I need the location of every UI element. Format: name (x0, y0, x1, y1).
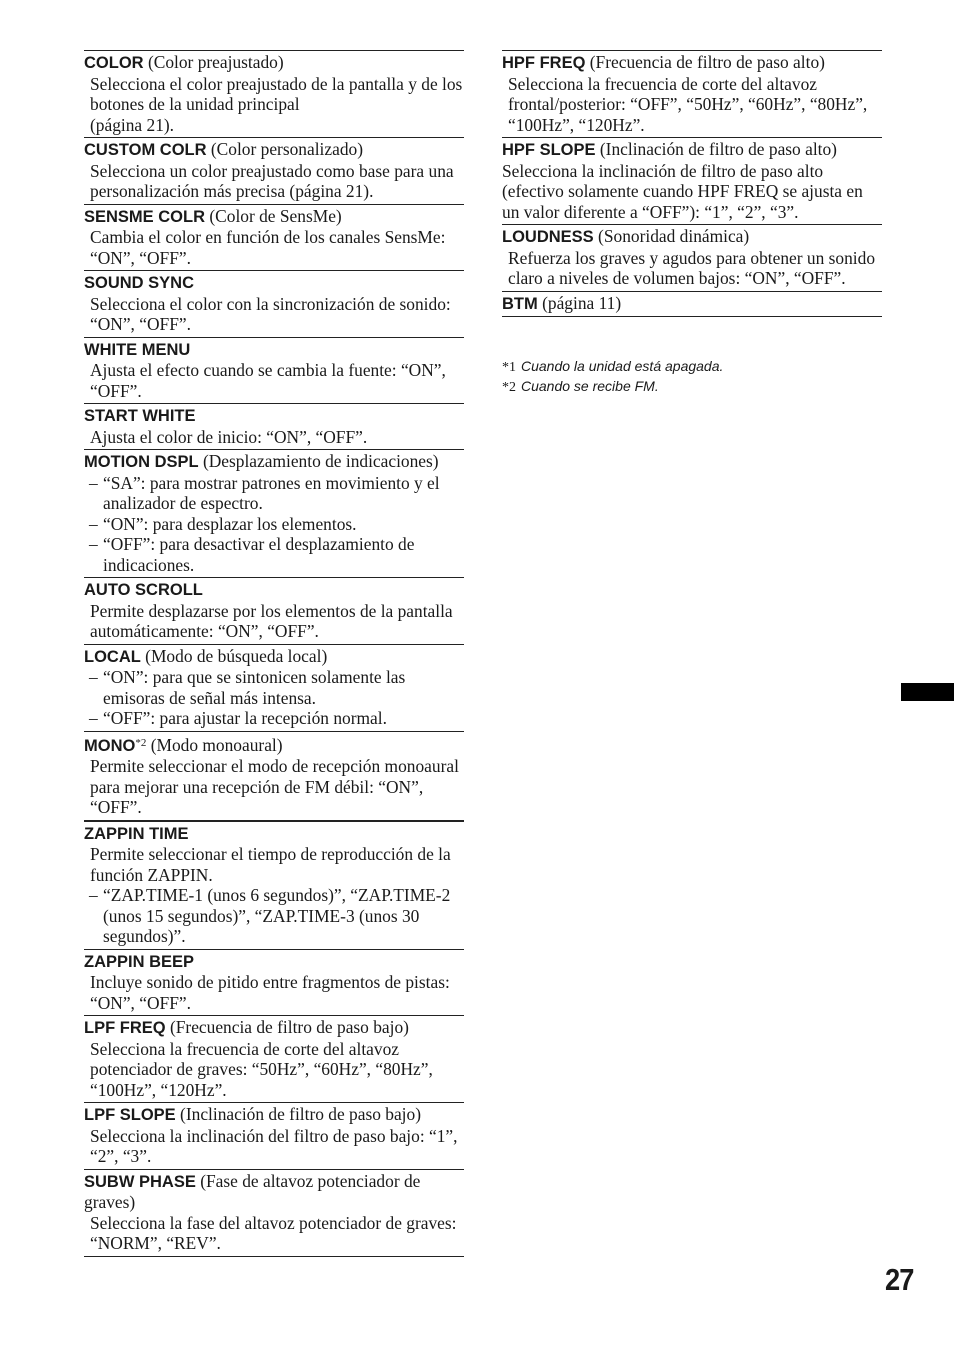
option-bullet (84, 667, 464, 708)
setting-entry (84, 204, 464, 271)
setting-name: COLOR (84, 54, 144, 72)
setting-entry (84, 50, 464, 137)
setting-name: CUSTOM COLR (84, 141, 207, 159)
setting-entry (84, 1169, 464, 1257)
setting-name: SUBW PHASE (84, 1172, 196, 1191)
setting-entry (502, 50, 882, 137)
footnote-text: Cuando la unidad está apagada. (521, 358, 724, 374)
setting-name: SOUND SYNC (84, 274, 195, 292)
left-column (84, 50, 464, 1257)
setting-heading (84, 52, 464, 74)
setting-name: HPF SLOPE (502, 141, 596, 159)
setting-name: AUTO SCROLL (84, 581, 203, 599)
setting-entry (502, 137, 882, 224)
right-column (502, 50, 882, 317)
setting-description: Selecciona la inclinación del filtro de paso bajo: “1”, “2”, “3”. (90, 1125, 458, 1166)
setting-name: LOCAL (84, 647, 141, 666)
setting-entry (84, 270, 464, 337)
bullet-dash: – (89, 708, 98, 728)
setting-heading (84, 1171, 464, 1213)
bullet-dash: – (89, 667, 98, 687)
option-text: “ON”: para desplazar los elementos. (103, 513, 357, 534)
setting-description: Selecciona un color preajustado como base para una personalización más precisa (página 21). (90, 160, 454, 201)
setting-description-title: (página 11) (537, 292, 622, 313)
setting-description: Ajusta el efecto cuando se cambia la fuente: “ON”, “OFF”. (90, 360, 446, 401)
setting-heading (84, 823, 464, 845)
option-bullet (84, 514, 464, 535)
setting-heading (84, 272, 464, 294)
option-bullet (84, 708, 464, 729)
setting-heading (84, 579, 464, 601)
setting-description-title: (Inclinación de filtro de paso bajo) (175, 1104, 421, 1124)
option-bullet (84, 885, 464, 947)
setting-description: Ajusta el color de inicio: “ON”, “OFF”. (90, 426, 368, 447)
setting-entry (84, 1015, 464, 1102)
setting-description: Selecciona la frecuencia de corte del altavoz potenciador de graves: “50Hz”, “60Hz”, “80Hz”, “100Hz”, “120Hz”. (90, 1038, 433, 1100)
setting-entry (84, 137, 464, 204)
setting-heading (84, 733, 464, 757)
setting-description: Cambia el color en función de los canales SensMe: “ON”, “OFF”. (90, 227, 446, 268)
setting-description-title: (Modo monoaural) (146, 734, 283, 755)
option-text: “ON”: para que se sintonicen solamente las emisoras de señal más intensa. (103, 667, 406, 708)
setting-heading (84, 1017, 464, 1039)
setting-description-title: (Color personalizado) (206, 139, 363, 159)
setting-entry (84, 403, 464, 449)
setting-heading (84, 405, 464, 427)
footnote-mark: *2 (502, 380, 516, 395)
setting-name: HPF FREQ (502, 54, 586, 72)
setting-entry (84, 820, 464, 949)
setting-description-title: (Desplazamiento de indicaciones) (198, 451, 439, 471)
setting-description: Selecciona el color con la sincronización de sonido: “ON”, “OFF”. (90, 293, 451, 334)
bullet-dash: – (89, 885, 98, 905)
setting-description-title: (Frecuencia de filtro de paso alto) (585, 52, 825, 72)
setting-entry (84, 449, 464, 577)
setting-heading (502, 52, 882, 74)
setting-name: ZAPPIN TIME (84, 824, 189, 843)
option-text: “ZAP.TIME-1 (unos 6 segundos)”, “ZAP.TIME-2 (unos 15 segundos)”, “ZAP.TIME-3 (unos 30 segundos)”. (103, 885, 451, 946)
setting-entry (502, 291, 882, 318)
setting-description-title: (Color de SensMe) (205, 205, 342, 226)
setting-heading (84, 951, 464, 973)
setting-description: Permite seleccionar el tiempo de reproducción de la función ZAPPIN. (90, 844, 451, 885)
setting-name: LPF FREQ (84, 1019, 166, 1037)
setting-heading (84, 451, 464, 473)
bullet-dash: – (89, 534, 98, 554)
setting-entry (84, 731, 464, 820)
footnotes (502, 357, 882, 397)
setting-description: Permite desplazarse por los elementos de la pantalla automáticamente: “ON”, “OFF”. (90, 600, 453, 641)
bullet-dash: – (89, 513, 98, 534)
setting-description: Selecciona el color preajustado de la pantalla y de los botones de la unidad principal (90, 73, 463, 114)
setting-entry (84, 577, 464, 644)
setting-name: START WHITE (84, 407, 196, 425)
setting-name: ZAPPIN BEEP (84, 952, 195, 971)
footnote-ref: *2 (135, 736, 147, 749)
footnote-mark: *1 (502, 360, 516, 375)
setting-name: LPF SLOPE (84, 1106, 176, 1124)
setting-name: SENSME COLR (84, 207, 206, 226)
option-text: “OFF”: para ajustar la recepción normal. (103, 708, 387, 728)
setting-heading (502, 293, 882, 315)
setting-description: Selecciona la fase del altavoz potenciador de graves: “NORM”, “REV”. (90, 1212, 457, 1253)
bullet-dash: – (89, 472, 98, 493)
setting-entry (502, 224, 882, 291)
setting-description-title: (Sonoridad dinámica) (593, 226, 750, 246)
setting-name: LOUDNESS (502, 228, 594, 246)
setting-name: WHITE MENU (84, 340, 191, 359)
setting-description-title: (Color preajustado) (143, 52, 284, 72)
option-text: “OFF”: para desactivar el desplazamiento de indicaciones. (103, 534, 415, 575)
footnote-text: Cuando se recibe FM. (521, 378, 659, 394)
setting-description: Selecciona la inclinación de filtro de paso alto (efectivo solamente cuando HPF FREQ se ajusta en un valor diferente a “OFF”): “1”, “2”, “3”. (502, 160, 863, 222)
setting-description: Permite seleccionar el modo de recepción monoaural para mejorar una recepción de FM débil: “ON”, “OFF”. (90, 756, 459, 817)
setting-heading (84, 139, 464, 161)
setting-entry (84, 1102, 464, 1169)
setting-heading (502, 139, 882, 161)
setting-description-title: (Fase de altavoz potenciador de graves) (84, 1170, 421, 1212)
setting-heading (502, 226, 882, 248)
setting-description: Selecciona la frecuencia de corte del altavoz frontal/posterior: “OFF”, “50Hz”, “60Hz”, “80Hz”, “100Hz”, “120Hz”. (508, 73, 868, 135)
footnote (502, 377, 882, 397)
setting-heading (84, 206, 464, 228)
setting-description: Incluye sonido de pitido entre fragmentos de pistas: “ON”, “OFF”. (90, 972, 450, 1013)
setting-heading (84, 1104, 464, 1126)
setting-description-title: (Frecuencia de filtro de paso bajo) (165, 1017, 409, 1037)
setting-name: MOTION DSPL (84, 453, 199, 471)
footnote (502, 357, 882, 377)
section-tab-marker (901, 683, 954, 701)
option-bullet (84, 534, 464, 575)
option-bullet (84, 473, 464, 514)
setting-name: MONO (84, 736, 136, 755)
setting-entry (84, 949, 464, 1016)
setting-name: BTM (502, 294, 538, 313)
setting-description: (página 21). (90, 114, 175, 135)
setting-heading (84, 339, 464, 361)
option-text: “SA”: para mostrar patrones en movimiento y el analizador de espectro. (103, 472, 440, 513)
page-number: 27 (885, 1262, 914, 1297)
setting-description-title: (Modo de búsqueda local) (140, 645, 328, 666)
setting-entry (84, 644, 464, 731)
setting-description: Refuerza los graves y agudos para obtener un sonido claro a niveles de volumen bajos: “ON”, “OFF”. (508, 247, 876, 288)
setting-heading (84, 646, 464, 668)
setting-description-title: (Inclinación de filtro de paso alto) (595, 139, 837, 159)
setting-entry (84, 337, 464, 404)
